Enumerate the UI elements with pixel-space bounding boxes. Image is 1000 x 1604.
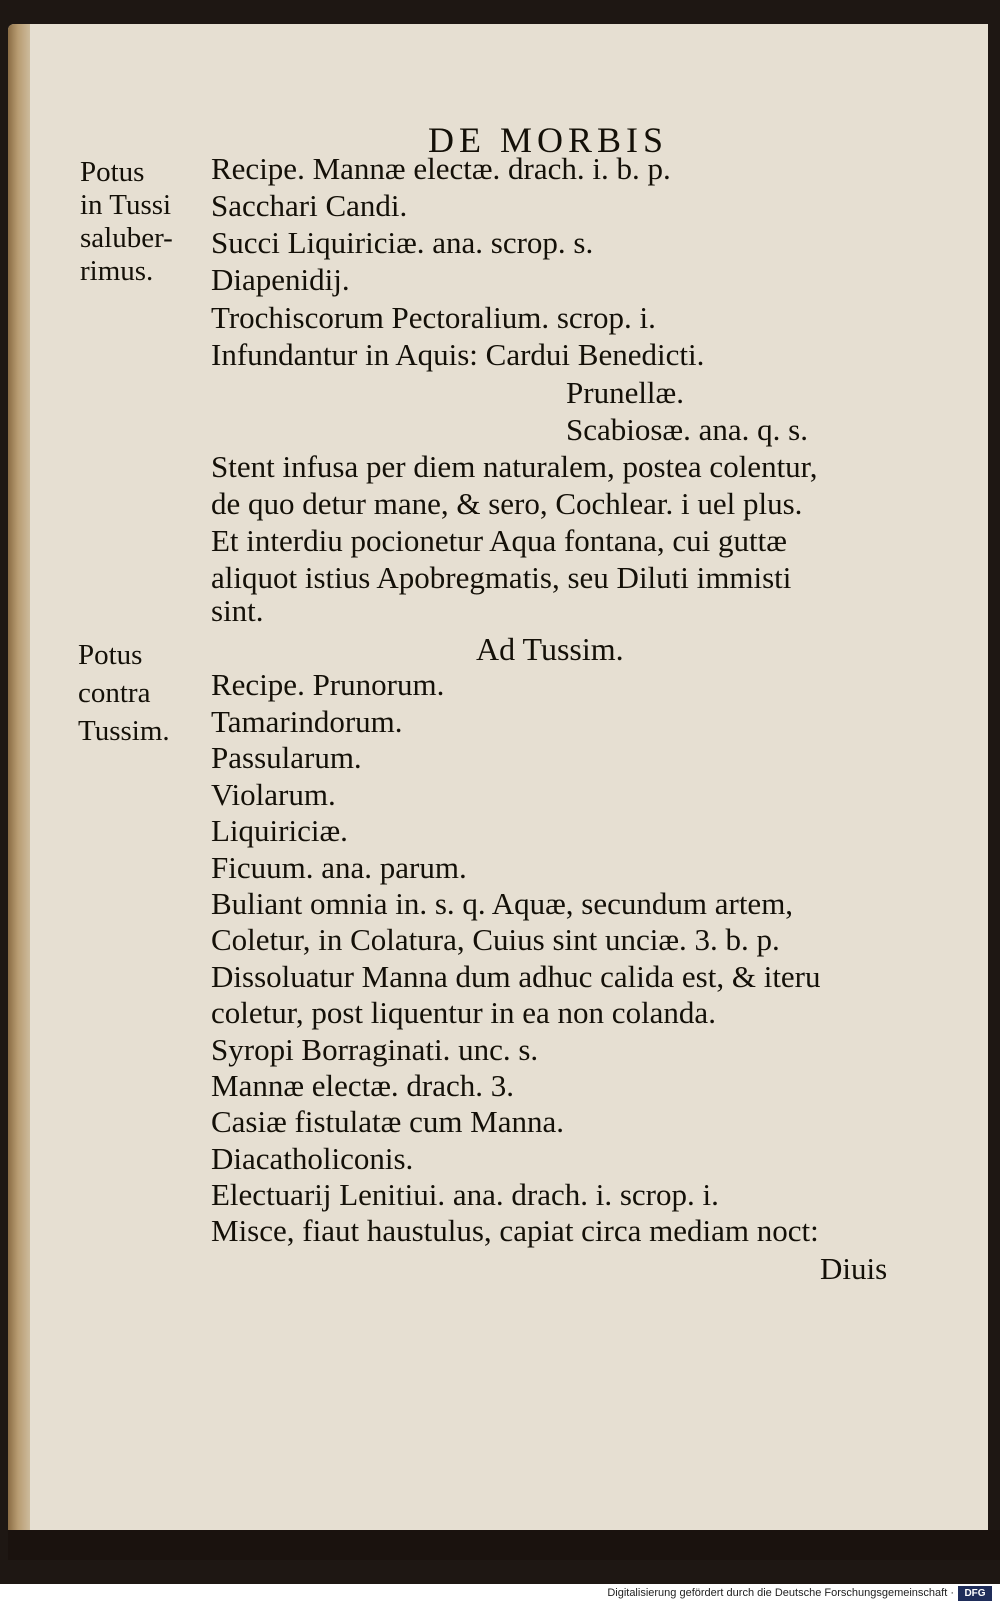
footer-credit: Digitalisierung gefördert durch die Deutsche Forschungsgemeinschaft · [607, 1587, 954, 1599]
recipe2-line: Misce, fiaut haustulus, capiat circa mediam noct: [211, 1213, 819, 1248]
margin-note-2 [78, 636, 170, 750]
running-header: DE MORBIS [428, 120, 669, 160]
recipe2-line: Violarum. [211, 777, 336, 812]
page-bottom-edge [8, 1530, 1000, 1560]
recipe2-line: Buliant omnia in. s. q. Aquæ, secundum artem, [211, 886, 794, 921]
margin-note-1 [80, 156, 173, 288]
recipe2-line: Diacatholiconis. [211, 1141, 414, 1176]
recipe1-text-line: sint. [211, 593, 264, 628]
recipe1-text-line: aliquot istius Apobregmatis, seu Diluti immisti [211, 560, 792, 595]
recipe1-text-line: Stent infusa per diem naturalem, postea colentur, [211, 449, 818, 484]
recipe1-text-line: Et interdiu pocionetur Aqua fontana, cui guttæ [211, 523, 787, 558]
catchword: Diuis [820, 1251, 888, 1286]
recipe1-line: Diapenidij. [211, 262, 350, 297]
margin-note-line: contra [78, 677, 151, 709]
subheading: Ad Tussim. [476, 631, 624, 667]
margin-note-line: saluber- [80, 222, 173, 254]
recipe1-line: Recipe. Mannæ electæ. drach. i. b. p. [211, 151, 671, 186]
margin-note-line: Tussim. [78, 715, 170, 747]
recipe2-line: Dissoluatur Manna dum adhuc calida est, & iteru [211, 959, 821, 994]
recipe1-indented-line: Prunellæ. [566, 375, 684, 410]
recipe1-text-line: de quo detur mane, & sero, Cochlear. i uel plus. [211, 486, 803, 521]
margin-note-line: rimus. [80, 255, 154, 287]
recipe1-line: Infundantur in Aquis: Cardui Benedicti. [211, 337, 705, 372]
recipe1-indented-line: Scabiosæ. ana. q. s. [566, 412, 808, 447]
recipe1-line: Succi Liquiriciæ. ana. scrop. s. [211, 225, 594, 260]
margin-note-line: Potus [78, 639, 143, 671]
margin-note-line: Potus [80, 156, 145, 188]
book-spine [8, 24, 30, 1556]
recipe2-line: Casiæ fistulatæ cum Manna. [211, 1104, 565, 1139]
recipe2-line: Mannæ electæ. drach. 3. [211, 1068, 515, 1103]
recipe2-line: Recipe. Prunorum. [211, 667, 445, 702]
recipe2-line: Coletur, in Colatura, Cuius sint unciæ. 3. b. p. [211, 922, 780, 957]
recipe2-line: Passularum. [211, 740, 362, 775]
recipe2-line: coletur, post liquentur in ea non colanda. [211, 995, 716, 1030]
recipe2-line: Tamarindorum. [211, 704, 403, 739]
dfg-logo: DFG [958, 1586, 992, 1601]
recipe2-line: Liquiriciæ. [211, 813, 348, 848]
margin-note-line: in Tussi [80, 189, 172, 221]
digitization-footer [0, 1584, 1000, 1604]
book-page [8, 24, 988, 1556]
recipe1-line: Trochiscorum Pectoralium. scrop. i. [211, 300, 656, 335]
recipe2-line: Ficuum. ana. parum. [211, 850, 467, 885]
recipe1-line: Sacchari Candi. [211, 188, 408, 223]
recipe2-line: Electuarij Lenitiui. ana. drach. i. scrop. i. [211, 1177, 719, 1212]
recipe2-line: Syropi Borraginati. unc. s. [211, 1032, 539, 1067]
